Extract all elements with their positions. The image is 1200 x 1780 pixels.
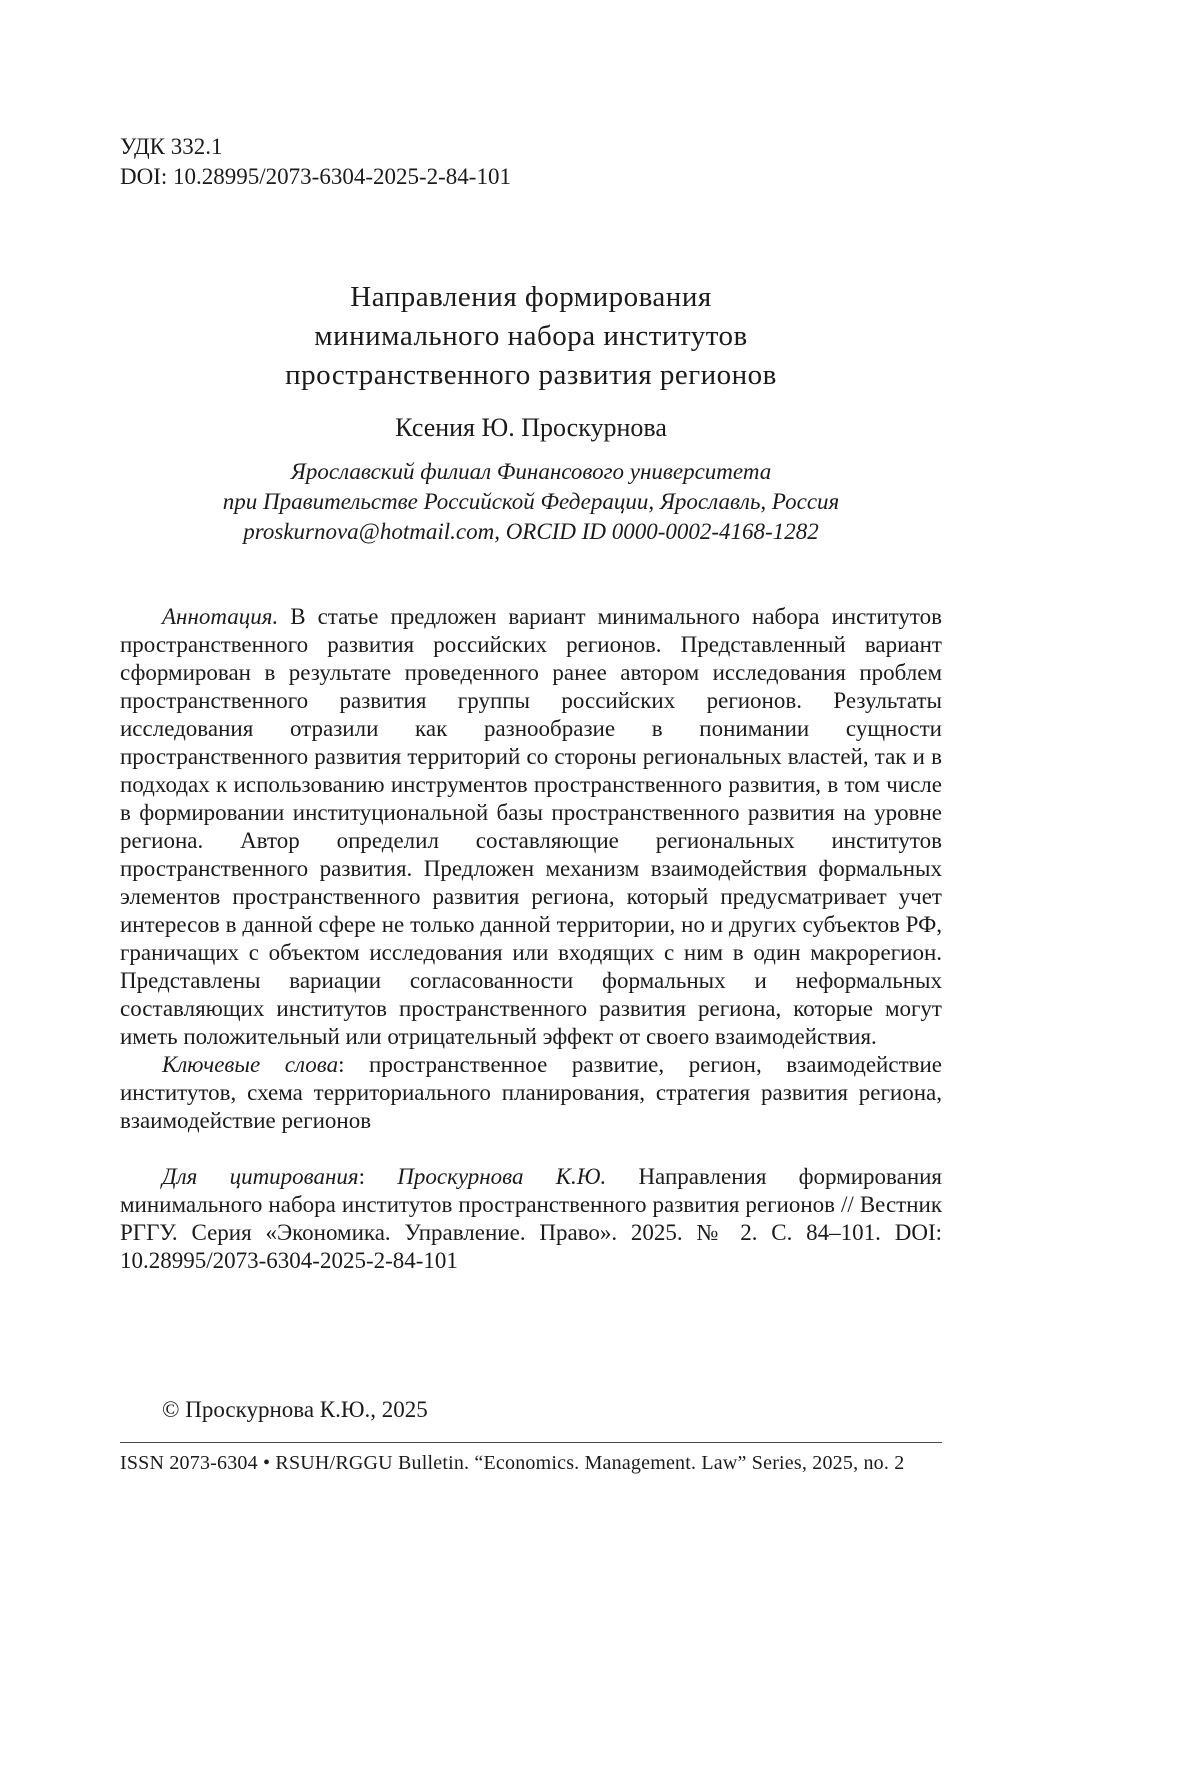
author-name: Ксения Ю. Проскурнова (395, 413, 667, 442)
article-content (120, 132, 942, 1275)
page-footer-block (120, 1396, 942, 1476)
title-line-2: минимального набора институтов (314, 320, 748, 352)
citation-author: Проскурнова К.Ю. (397, 1164, 607, 1189)
footer-divider (120, 1442, 942, 1443)
keywords-text: : пространственное развитие, регион, взаимодействие институтов, схема территориального планирования, стратегия развития региона, взаимодействие регионов (120, 1052, 942, 1133)
abstract-paragraph (120, 603, 942, 1051)
title-line-3: пространственного развития регионов (285, 359, 777, 391)
article-meta (120, 132, 942, 192)
issn-journal-line: ISSN 2073-6304 • RSUH/RGGU Bulletin. “Economics. Management. Law” Series, 2025, no. 2 (120, 1452, 905, 1474)
keywords-label: Ключевые слова (162, 1052, 339, 1077)
title-line-1: Направления формирования (350, 281, 712, 313)
affiliation-line-1: Ярославский филиал Финансового университета (290, 459, 772, 484)
citation-separator: : (358, 1164, 398, 1189)
abstract-text: В статье предложен вариант минимального набора институтов пространственного развития российских регионов. Представленный вариант сформирован в результате проведенного ранее автором исследования проблем пространственного развития группы российских регионов. Результаты исследования отразили как разнообразие в понимании сущности пространственного развития территорий со стороны региональных властей, так и в подходах к использованию инструментов пространственного развития, в том числе в формировании институциональной базы пространственного развития на уровне региона. Автор определил составляющие региональных институтов пространственного развития. Предложен механизм взаимодействия формальных элементов пространственного развития региона, который предусматривает учет интересов в данной сфере не только данной территории, но и других субъектов РФ, граничащих с объектом исследования или входящих с ним в один макрорегион. Представлены вариации согласованности формальных и неформальных составляющих институтов пространственного развития региона, которые могут иметь положительный или отрицательный эффект от своего взаимодействия. (120, 604, 942, 1049)
keywords-paragraph (120, 1051, 942, 1135)
email-orcid-line: proskurnova@hotmail.com, ORCID ID 0000-0002-4168-1282 (243, 519, 819, 544)
article-title (120, 278, 942, 395)
doi-code: DOI: 10.28995/2073-6304-2025-2-84-101 (120, 164, 511, 189)
abstract-label: Аннотация. (162, 604, 279, 629)
author-affiliation (120, 457, 942, 547)
copyright-notice: © Проскурнова К.Ю., 2025 (162, 1397, 428, 1422)
citation-paragraph (120, 1163, 942, 1275)
citation-text: Направления формирования минимального набора институтов пространственного развития регионов // Вестник РГГУ. Серия «Экономика. Управление. Право». 2025. № 2. С. 84–101. DOI: 10.28995/2073-6304-2025-2-84-101 (120, 1164, 943, 1273)
udc-code: УДК 332.1 (120, 134, 223, 159)
abstract-section (120, 603, 942, 1275)
citation-label: Для цитирования (162, 1164, 359, 1189)
affiliation-line-2: при Правительстве Российской Федерации, Ярославль, Россия (222, 489, 840, 514)
